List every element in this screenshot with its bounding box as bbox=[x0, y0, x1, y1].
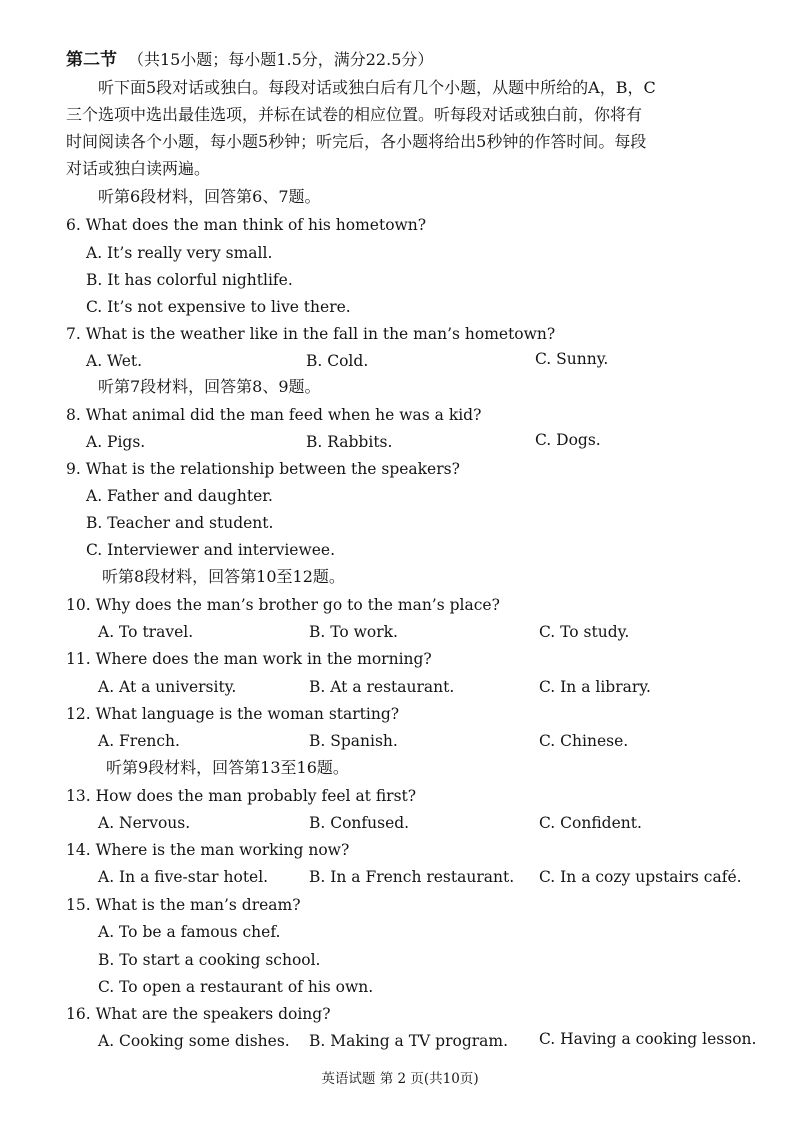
option-b[interactable]: B. In a French restaurant. bbox=[309, 868, 515, 886]
option-a[interactable]: A. Wet. bbox=[86, 352, 143, 370]
option-c[interactable]: C. Dogs. bbox=[535, 431, 601, 449]
option-c[interactable]: C. Confident. bbox=[539, 814, 642, 832]
option-a[interactable]: A. It’s really very small. bbox=[86, 244, 273, 262]
option-c[interactable]: C. To open a restaurant of his own. bbox=[98, 978, 374, 996]
option-c[interactable]: C. Sunny. bbox=[535, 350, 609, 368]
instruction-line: 时间阅读各个小题，每小题5秒钟；听完后，各小题将给出5秒钟的作答时间。每段 bbox=[66, 132, 647, 151]
option-b[interactable]: B. Rabbits. bbox=[306, 433, 393, 451]
option-c[interactable]: C. Having a cooking lesson. bbox=[539, 1030, 757, 1048]
option-b[interactable]: B. It has colorful nightlife. bbox=[86, 271, 293, 289]
group-label: 听第6段材料，回答第6、7题。 bbox=[98, 187, 321, 206]
section-header bbox=[66, 50, 433, 70]
question-stem: 14. Where is the man working now? bbox=[66, 841, 350, 859]
instruction-line: 听下面5段对话或独白。每段对话或独白后有几个小题，从题中所给的A，B，C bbox=[98, 78, 656, 97]
group-label: 听第9段材料，回答第13至16题。 bbox=[106, 758, 349, 777]
option-c[interactable]: C. To study. bbox=[539, 623, 630, 641]
option-b[interactable]: B. To work. bbox=[309, 623, 398, 641]
option-b[interactable]: B. To start a cooking school. bbox=[98, 951, 321, 969]
option-c[interactable]: C. In a library. bbox=[539, 678, 651, 696]
option-a[interactable]: A. At a university. bbox=[98, 678, 237, 696]
option-b[interactable]: B. Teacher and student. bbox=[86, 514, 274, 532]
option-a[interactable]: A. Nervous. bbox=[98, 814, 191, 832]
option-a[interactable]: A. In a five-star hotel. bbox=[98, 868, 269, 886]
page-footer: 英语试题 第 2 页(共10页) bbox=[321, 1071, 479, 1087]
question-stem: 9. What is the relationship between the speakers? bbox=[66, 460, 460, 478]
question-stem: 6. What does the man think of his hometown? bbox=[66, 216, 427, 234]
option-b[interactable]: B. At a restaurant. bbox=[309, 678, 455, 696]
option-c[interactable]: C. In a cozy upstairs café. bbox=[539, 868, 742, 886]
question-stem: 7. What is the weather like in the fall in the man’s hometown? bbox=[66, 325, 556, 343]
section-note: （共15小题；每小题1.5分，满分22.5分） bbox=[127, 50, 434, 69]
instruction-line: 三个选项中选出最佳选项，并标在试卷的相应位置。听每段对话或独白前，你将有 bbox=[66, 105, 643, 124]
option-c[interactable]: C. It’s not expensive to live there. bbox=[86, 298, 351, 316]
option-a[interactable]: A. Cooking some dishes. bbox=[98, 1032, 290, 1050]
option-a[interactable]: A. Father and daughter. bbox=[86, 487, 273, 505]
option-b[interactable]: B. Cold. bbox=[306, 352, 369, 370]
question-stem: 16. What are the speakers doing? bbox=[66, 1005, 331, 1023]
option-b[interactable]: B. Confused. bbox=[309, 814, 410, 832]
section-title: 第二节 bbox=[66, 50, 117, 70]
question-stem: 8. What animal did the man feed when he was a kid? bbox=[66, 406, 482, 424]
group-label: 听第7段材料，回答第8、9题。 bbox=[98, 377, 321, 396]
question-stem: 10. Why does the man’s brother go to the man’s place? bbox=[66, 596, 500, 614]
question-stem: 12. What language is the woman starting? bbox=[66, 705, 400, 723]
group-label: 听第8段材料，回答第10至12题。 bbox=[102, 567, 345, 586]
option-a[interactable]: A. To travel. bbox=[98, 623, 194, 641]
question-stem: 13. How does the man probably feel at first? bbox=[66, 787, 417, 805]
option-a[interactable]: A. French. bbox=[98, 732, 180, 750]
question-stem: 15. What is the man’s dream? bbox=[66, 896, 301, 914]
option-c[interactable]: C. Interviewer and interviewee. bbox=[86, 541, 335, 559]
option-b[interactable]: B. Spanish. bbox=[309, 732, 398, 750]
option-a[interactable]: A. Pigs. bbox=[86, 433, 146, 451]
question-stem: 11. Where does the man work in the morning? bbox=[66, 650, 432, 668]
option-c[interactable]: C. Chinese. bbox=[539, 732, 629, 750]
option-b[interactable]: B. Making a TV program. bbox=[309, 1032, 509, 1050]
option-a[interactable]: A. To be a famous chef. bbox=[98, 923, 281, 941]
instruction-line: 对话或独白读两遍。 bbox=[66, 159, 211, 178]
